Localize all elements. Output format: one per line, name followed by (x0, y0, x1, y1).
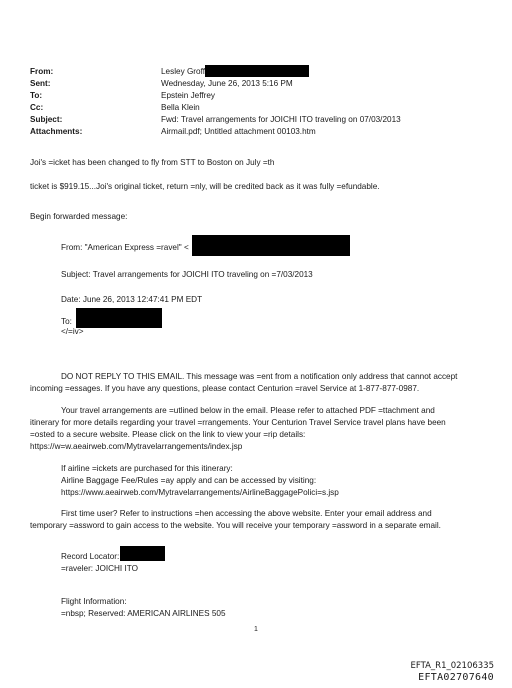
message-p4-line1: First time user? Refer to instructions =hen accessing the above website. Enter your email address and (61, 509, 432, 518)
message-p4-line2: temporary =assword to gain access to the website. You will receive your temporary =assword in a separate email. (30, 521, 441, 530)
message-p2-line2: itinerary for more details regarding your travel =rrangements. Your Centurion Travel Service travel plans have been (30, 418, 446, 427)
flight-information-label: Flight Information: (61, 597, 127, 606)
forwarded-from: From: "American Express =ravel" < (61, 243, 189, 252)
cc-label: Cc: (30, 103, 44, 112)
message-p2-line1: Your travel arrangements are =utlined below in the email. Please refer to attached PDF =ttachment and (61, 406, 435, 415)
message-p1-line2: incoming =essages. If you have any questions, please contact Centurion =ravel Service at 1-877-877-0987. (30, 384, 420, 393)
efta-r1-stamp: EFTA_R1_02106335 (410, 661, 494, 671)
page-number: 1 (254, 626, 258, 633)
redaction-box (205, 65, 309, 77)
efta-stamp: EFTA02707640 (418, 672, 494, 683)
redaction-box (192, 235, 350, 256)
to-label: To: (30, 91, 43, 100)
message-p2-line4: https://w=w.aeairweb.com/Mytravelarrangements/index.jsp (30, 442, 243, 451)
cc-value: Bella Klein (161, 103, 200, 112)
to-value: Epstein Jeffrey (161, 91, 216, 100)
body-line-2: ticket is $919.15...Joi's original ticket, return =nly, will be credited back as it was fully =efundable. (30, 182, 380, 191)
forwarded-div-close: </=iv> (61, 327, 84, 336)
body-line-1: Joi's =icket has been changed to fly from STT to Boston on July =th (30, 158, 275, 167)
forwarded-subject: Subject: Travel arrangements for JOICHI ITO traveling on =7/03/2013 (61, 270, 313, 279)
body-line-3: Begin forwarded message: (30, 212, 128, 221)
redaction-box (76, 308, 162, 328)
message-p3-line1: If airline =ickets are purchased for this itinerary: (61, 464, 233, 473)
record-locator-label: Record Locator: (61, 552, 120, 561)
forwarded-date: Date: June 26, 2013 12:47:41 PM EDT (61, 295, 203, 304)
sent-label: Sent: (30, 79, 51, 88)
subject-value: Fwd: Travel arrangements for JOICHI ITO traveling on 07/03/2013 (161, 115, 401, 124)
message-p1-line1: DO NOT REPLY TO THIS EMAIL. This message was =ent from a notification only address that cannot accept (61, 372, 458, 381)
redaction-box (120, 546, 165, 561)
reserved-flight-line: =nbsp; Reserved: AMERICAN AIRLINES 505 (61, 609, 226, 618)
attachments-value: Airmail.pdf; Untitled attachment 00103.htm (161, 127, 316, 136)
message-p3-line2: Airline Baggage Fee/Rules =ay apply and can be accessed by visiting: (61, 476, 317, 485)
attachments-label: Attachments: (30, 127, 83, 136)
forwarded-to: To: (61, 317, 72, 326)
message-p2-line3: =osted to a secure website. Please click on the link to view your =rip details: (30, 430, 306, 439)
subject-label: Subject: (30, 115, 63, 124)
traveler-line: =raveler: JOICHI ITO (61, 564, 138, 573)
from-value: Lesley Groff (161, 67, 205, 76)
sent-value: Wednesday, June 26, 2013 5:16 PM (161, 79, 293, 88)
message-p3-line3: https://www.aeairweb.com/Mytravelarrangements/AirlineBaggagePolici=s.jsp (61, 488, 339, 497)
from-label: From: (30, 67, 54, 76)
